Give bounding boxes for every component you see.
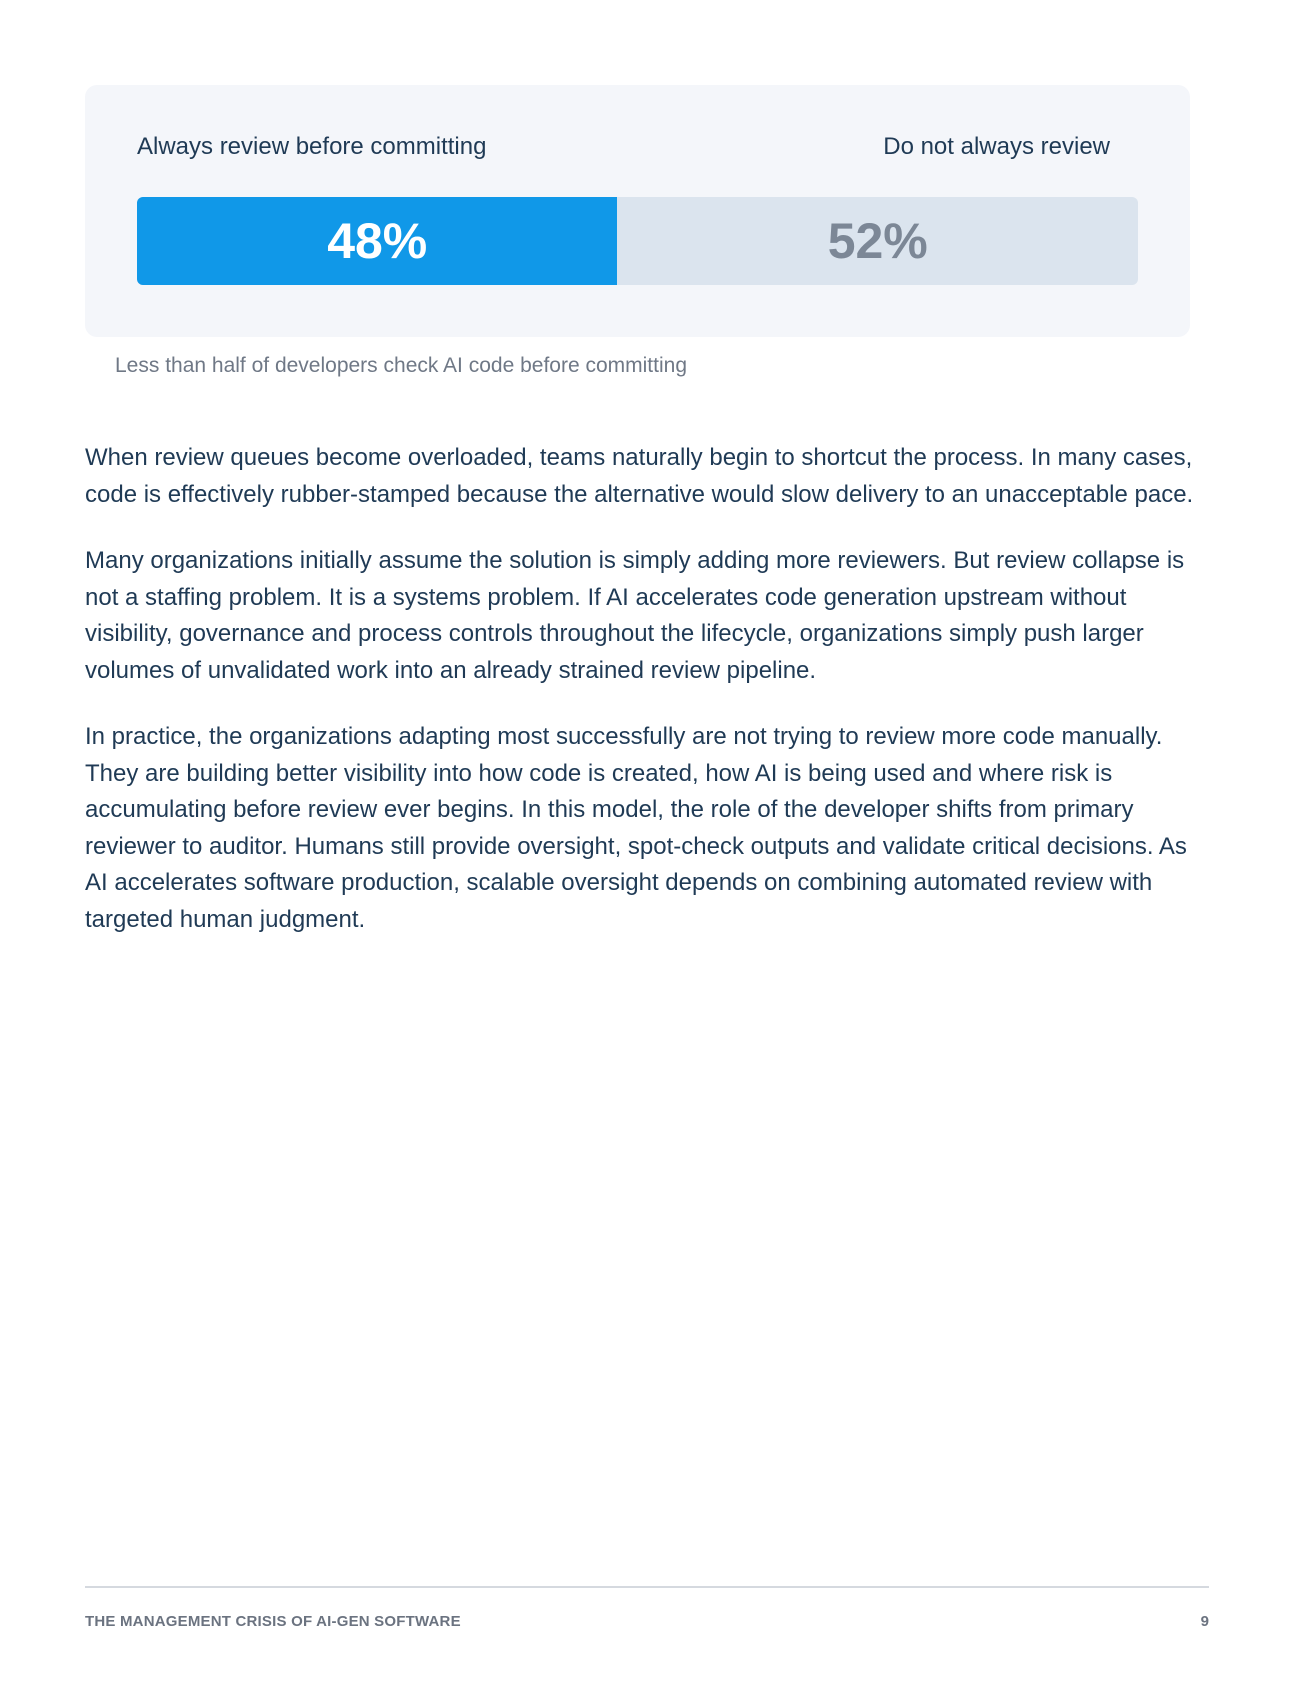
footer-title: THE MANAGEMENT CRISIS OF AI-GEN SOFTWARE (85, 1613, 461, 1630)
stacked-bar-chart-card (85, 85, 1190, 337)
bar-value-label-not-always-review: 52% (827, 213, 928, 269)
chart-label-not-always-review: Do not always review (883, 133, 1110, 160)
paragraph: Many organizations initially assume the solution is simply adding more reviewers. But review collapse is not a staffing problem. It is a systems problem. If AI accelerates code generation upstream without visibility, governance and process controls throughout the lifecycle, organizations simply push larger volumes of unvalidated work into an already strained review pipeline. (85, 547, 1185, 684)
paragraph: When review queues become overloaded, teams naturally begin to shortcut the process. In many cases, code is effectively rubber-stamped because the alternative would slow delivery to an unacceptable pace. (85, 444, 1194, 508)
bar-value-label-always-review: 48% (327, 213, 428, 269)
chart-label-always-review: Always review before committing (137, 133, 487, 160)
page-number: 9 (1200, 1613, 1209, 1630)
paragraph: In practice, the organizations adapting most successfully are not trying to review more code manually. They are building better visibility into how code is created, how AI is being used and where risk is accumulating before review ever begins. In this model, the role of the developer shifts from primary reviewer to auditor. Humans still provide oversight, spot-check outputs and validate critical decisions. As AI accelerates software production, scalable oversight depends on combining automated review with targeted human judgment. (85, 723, 1187, 933)
bar-segment-not-always-review (617, 197, 1138, 285)
footer-divider (85, 1586, 1209, 1588)
chart-caption: Less than half of developers check AI code before committing (115, 354, 687, 377)
stacked-bar (137, 197, 1138, 285)
body-text (85, 440, 1205, 968)
bar-segment-always-review (137, 197, 617, 285)
